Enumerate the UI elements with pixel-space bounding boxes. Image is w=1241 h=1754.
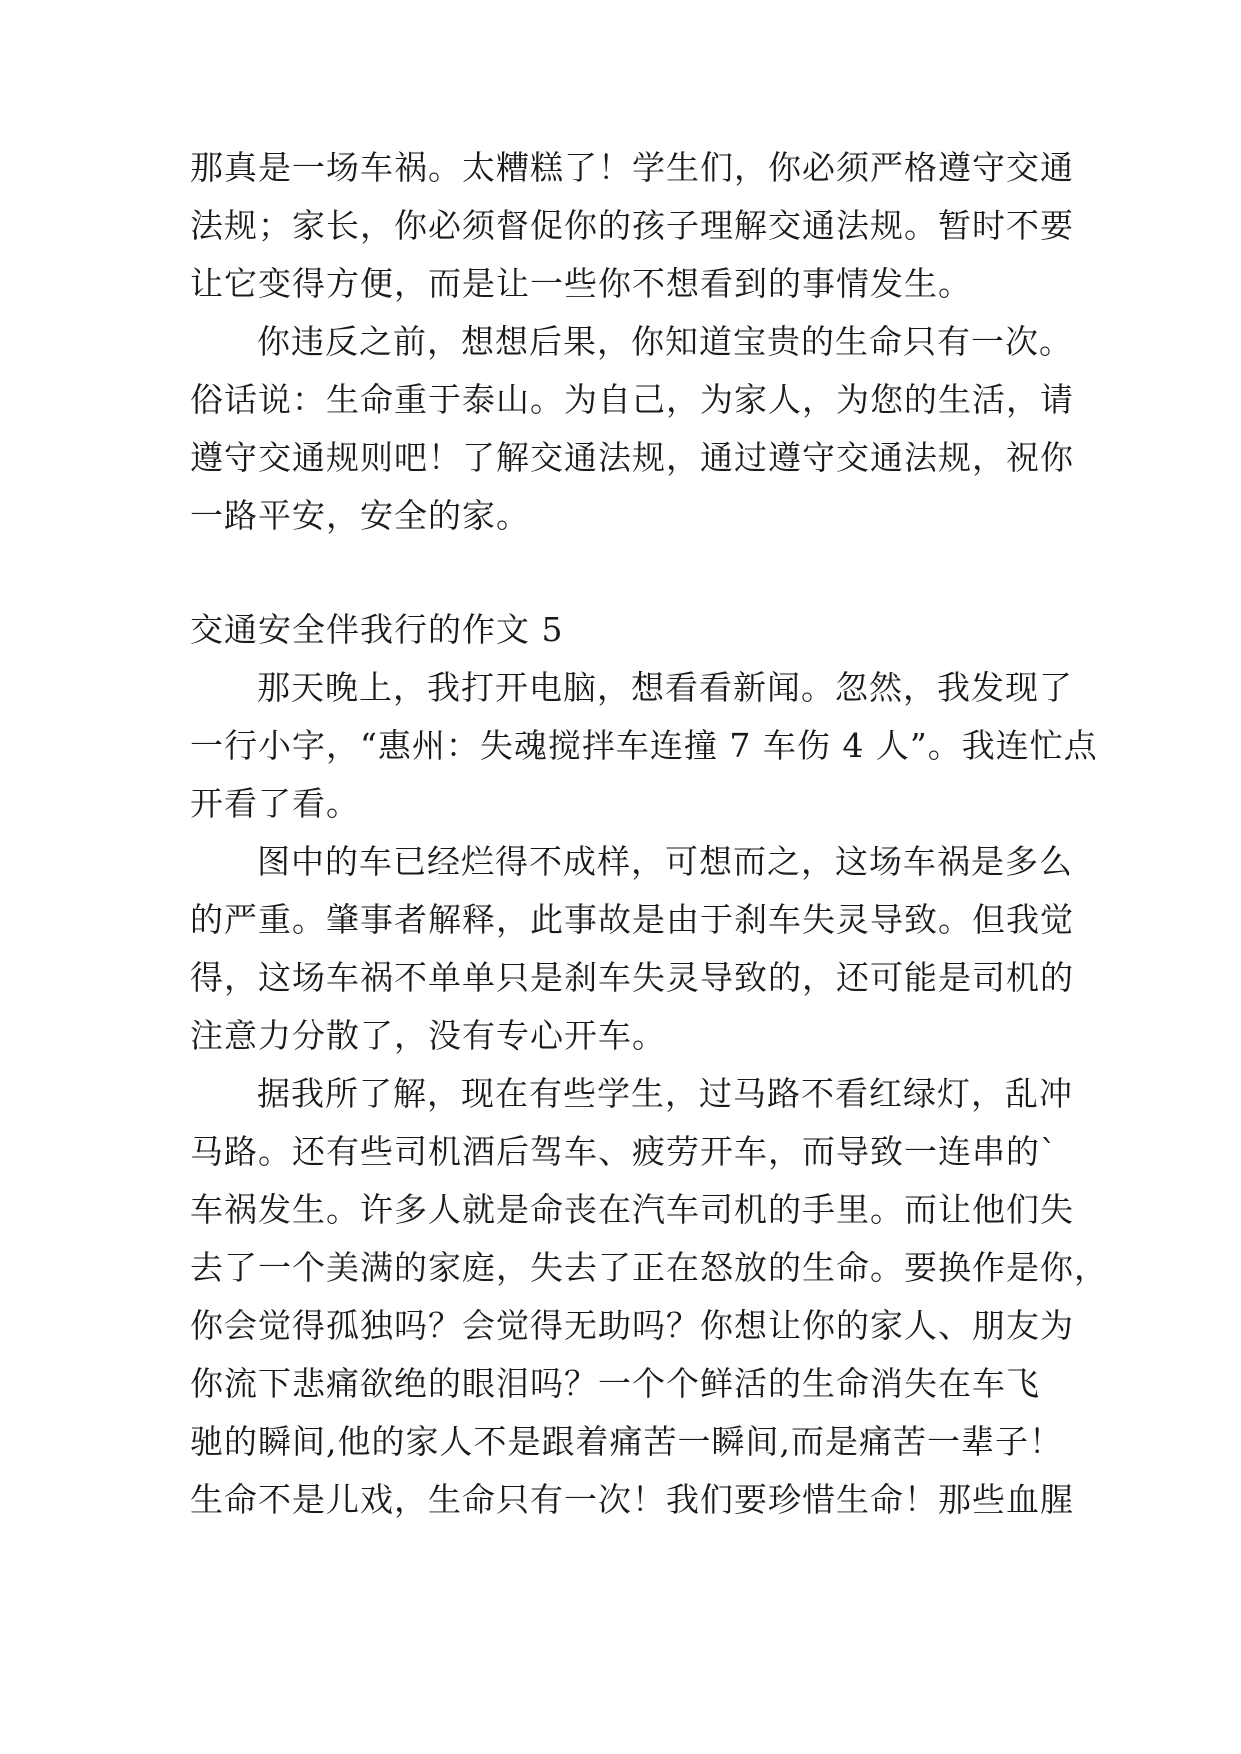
- paragraph-line: 法规；家长，你必须督促你的孩子理解交通法规。暂时不要: [190, 206, 1074, 245]
- paragraph-line: 那天晚上，我打开电脑，想看看新闻。忽然，我发现了: [257, 668, 1073, 707]
- paragraph-line: 你违反之前，想想后果，你知道宝贵的生命只有一次。: [257, 322, 1073, 361]
- paragraph-line: 俗话说：生命重于泰山。为自己，为家人，为您的生活，请: [190, 380, 1074, 419]
- paragraph-line: 去了一个美满的家庭，失去了正在怒放的生命。要换作是你，: [190, 1248, 1108, 1287]
- paragraph-line: 遵守交通规则吧！了解交通法规，通过遵守交通法规，祝你: [190, 438, 1074, 477]
- paragraph-line: 一行小字，“惠州：失魂搅拌车连撞 7 车伤 4 人”。我连忙点: [190, 726, 1098, 765]
- paragraph-line: 的严重。肇事者解释，此事故是由于刹车失灵导致。但我觉: [190, 900, 1074, 939]
- paragraph-line: 一路平安，安全的家。: [190, 496, 530, 535]
- paragraph-line: 那真是一场车祸。太糟糕了！学生们，你必须严格遵守交通: [190, 148, 1074, 187]
- paragraph-line: 你会觉得孤独吗？会觉得无助吗？你想让你的家人、朋友为: [190, 1306, 1074, 1345]
- paragraph-line: 驰的瞬间,他的家人不是跟着痛苦一瞬间,而是痛苦一辈子！: [190, 1422, 1063, 1461]
- paragraph-line: 图中的车已经烂得不成样，可想而之，这场车祸是多么: [257, 842, 1073, 881]
- paragraph-line: 生命不是儿戏，生命只有一次！我们要珍惜生命！那些血腥: [190, 1480, 1074, 1519]
- paragraph-line: 注意力分散了，没有专心开车。: [190, 1016, 666, 1055]
- paragraph-line: 开看了看。: [190, 784, 360, 823]
- section-title: 交通安全伴我行的作文 5: [190, 610, 564, 649]
- paragraph-line: 你流下悲痛欲绝的眼泪吗？一个个鲜活的生命消失在车飞: [190, 1364, 1040, 1403]
- paragraph-line: 让它变得方便，而是让一些你不想看到的事情发生。: [190, 264, 972, 303]
- paragraph-line: 马路。还有些司机酒后驾车、疲劳开车，而导致一连串的`: [190, 1132, 1058, 1171]
- paragraph-line: 得，这场车祸不单单只是刹车失灵导致的，还可能是司机的: [190, 958, 1074, 997]
- paragraph-line: 据我所了解，现在有些学生，过马路不看红绿灯，乱冲: [257, 1074, 1073, 1113]
- paragraph-line: 车祸发生。许多人就是命丧在汽车司机的手里。而让他们失: [190, 1190, 1074, 1229]
